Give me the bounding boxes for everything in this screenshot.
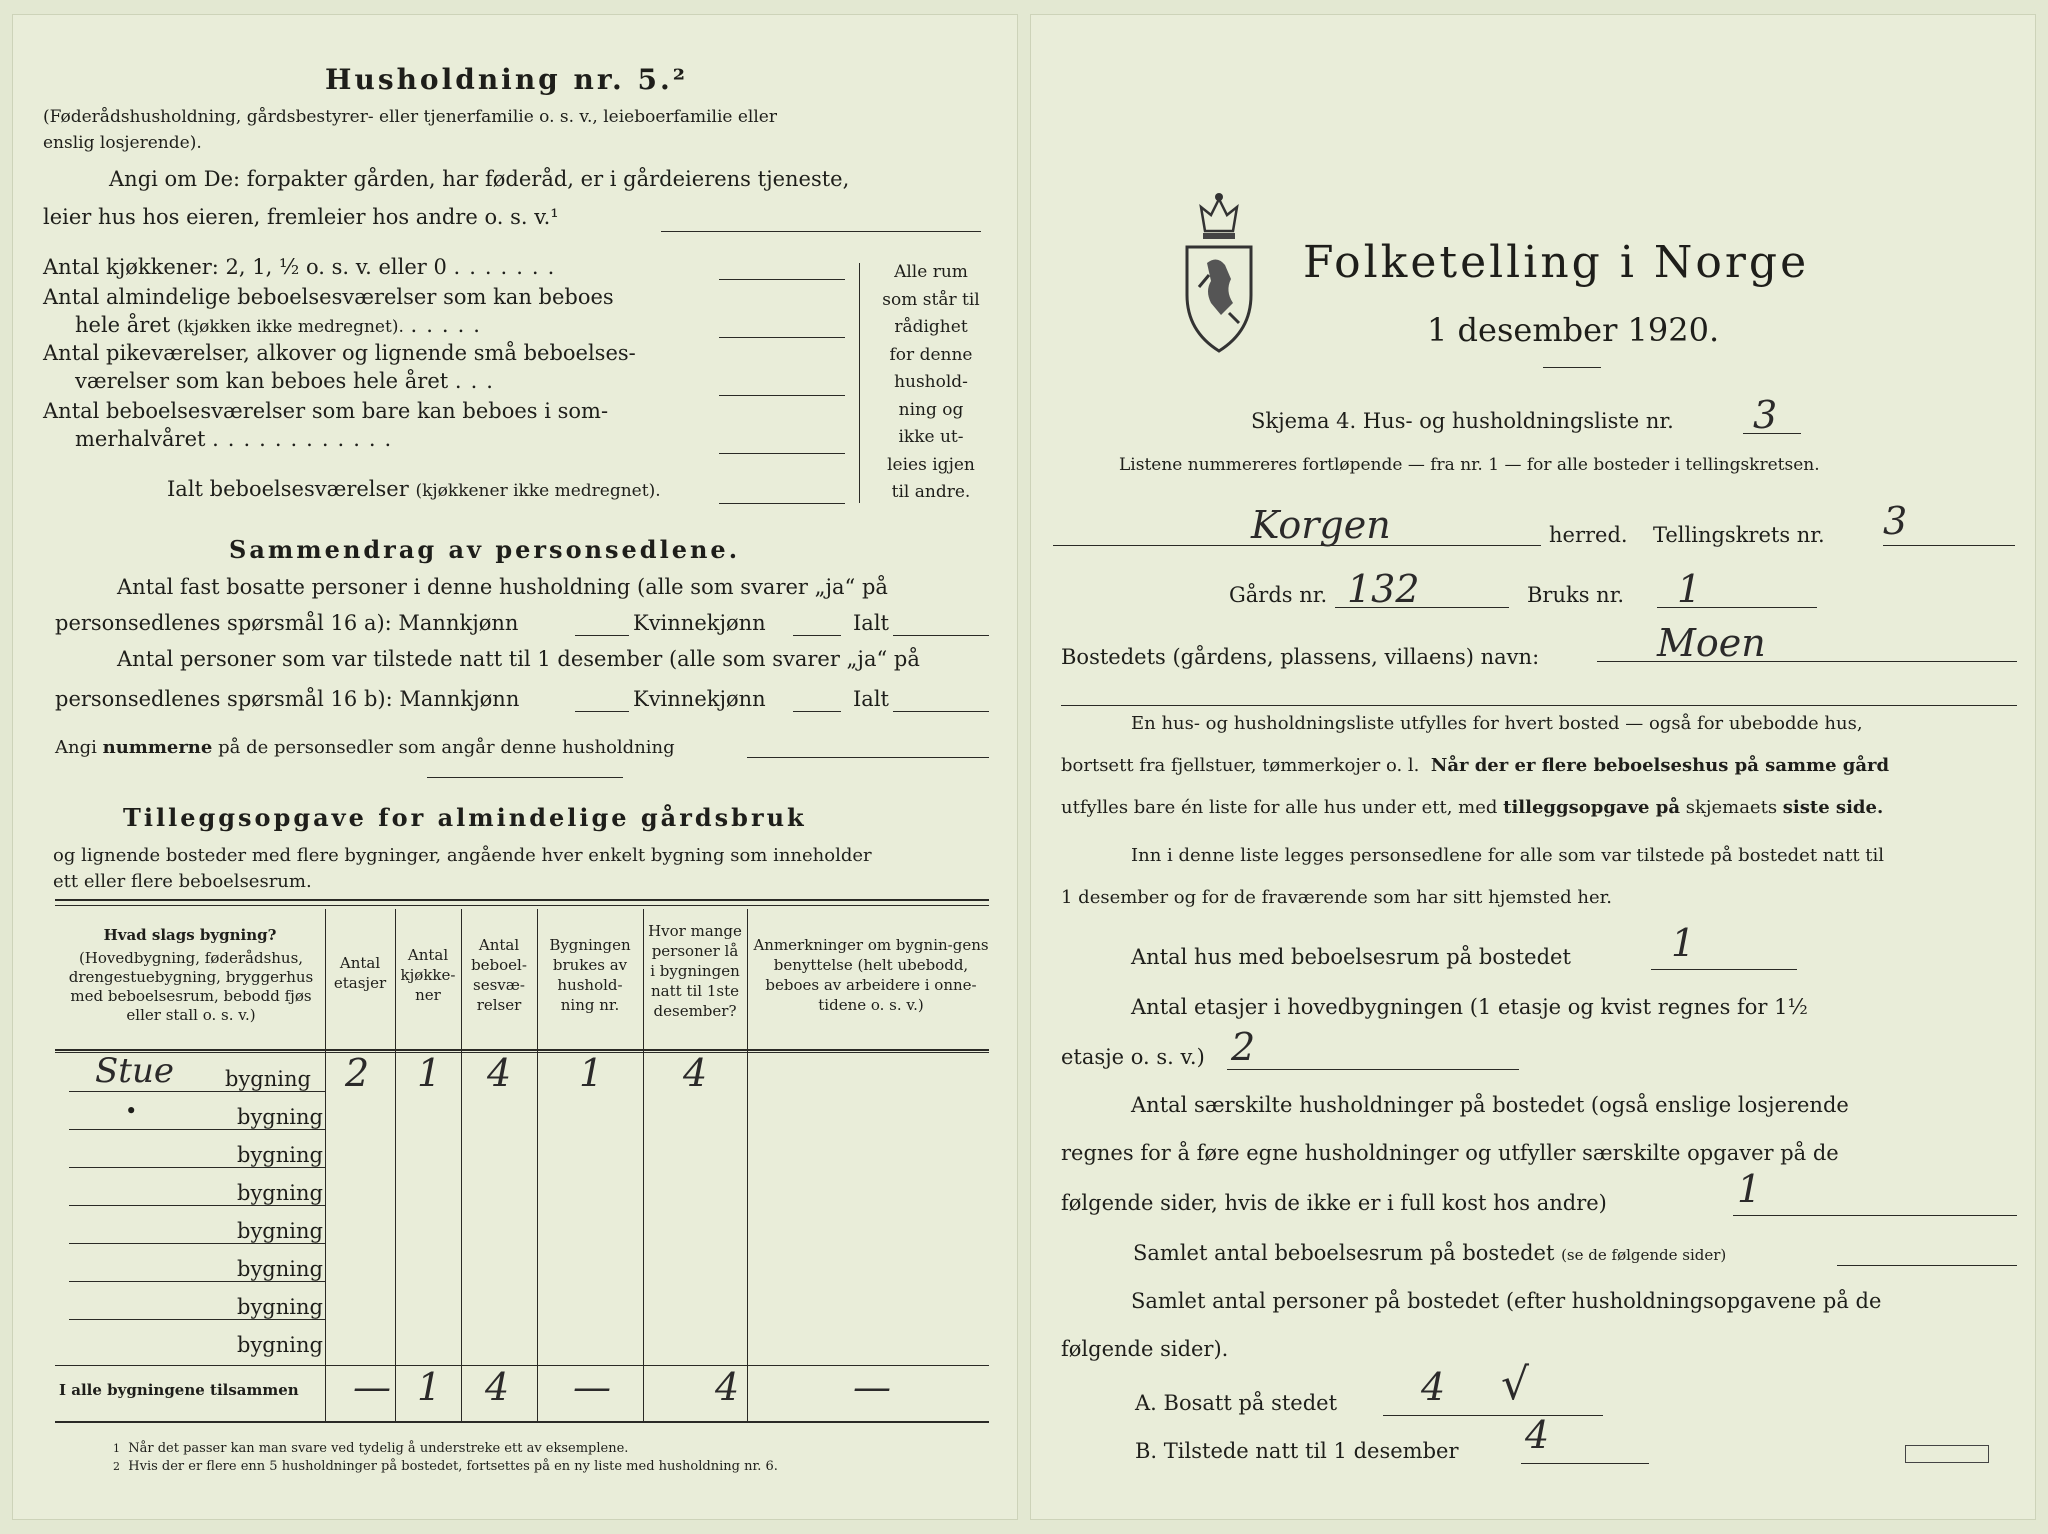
gards-value: 132 [1347, 567, 1420, 611]
row4-line [69, 1205, 325, 1206]
row4-label: bygning [237, 1181, 323, 1205]
p2-line-1: Inn i denne liste legges personsedlene for alle som var tilstede på bostedet natt til [1131, 845, 1885, 866]
row5-label: bygning [237, 1219, 323, 1243]
summary-line-1a: Antal fast bosatte personer i denne husholdning (alle som svarer „ja“ på [117, 575, 888, 599]
a-bosatt-line[interactable] [1383, 1415, 1603, 1416]
s2-ialt-answer[interactable] [893, 711, 989, 712]
col-divider-3 [461, 909, 462, 1421]
summary-title: Sammendrag av personsedlene. [229, 535, 741, 564]
row2-mark: • [125, 1099, 138, 1123]
summary-line-2b: personsedlenes spørsmål 16 b): Mannkjønn [55, 687, 520, 711]
kjokken-answer[interactable] [719, 279, 845, 280]
q-etasjer-line[interactable] [1227, 1069, 1519, 1070]
table-head-rule-2 [55, 1052, 989, 1053]
pike-answer[interactable] [719, 395, 845, 396]
row2-line [69, 1129, 325, 1130]
s1-ialt-label: Ialt [853, 611, 889, 635]
row2-label: bygning [237, 1105, 323, 1129]
s1-ialt-answer[interactable] [893, 635, 989, 636]
q-etasjer-value: 2 [1231, 1025, 1256, 1069]
q-som-1: Antal beboelsesværelser som bare kan beboes i som- [43, 399, 609, 423]
s2-kvinne-label: Kvinnekjønn [633, 687, 766, 711]
q-alm-2: hele året (kjøkken ikke medregnet). ..... [75, 313, 489, 337]
q-hush-value: 1 [1737, 1167, 1762, 1211]
row3-line [69, 1167, 325, 1168]
row1-kjokkener: 1 [417, 1051, 442, 1095]
q-hush-2: regnes for å føre egne husholdninger og utfyller særskilte opgaver på de [1061, 1141, 1839, 1165]
angi-line-2: leier hus hos eieren, fremleier hos andre o. s. v.¹ [43, 205, 559, 229]
row7-label: bygning [237, 1295, 323, 1319]
printer-stamp-icon [1905, 1445, 1989, 1463]
col-divider-4 [537, 909, 538, 1421]
herred-value: Korgen [1251, 503, 1391, 547]
q-hush-1: Antal særskilte husholdninger på bostedet (også enslige losjerende [1131, 1093, 1849, 1117]
s1-kvinne-answer[interactable] [793, 635, 841, 636]
col-head-etasjer: Antal etasjer [333, 954, 387, 992]
divider [427, 777, 623, 778]
nummerne-answer[interactable] [747, 757, 989, 758]
right-page [1030, 14, 2036, 1520]
q-ialt: Ialt beboelsesværelser (kjøkkener ikke medregnet). [167, 477, 661, 501]
col-divider-1 [325, 909, 326, 1421]
bostedets-line-2[interactable] [1061, 705, 2017, 706]
alm-answer[interactable] [719, 337, 845, 338]
intro-line-1: (Føderådshusholdning, gårdsbestyrer- eller tjenerfamilie o. s. v., leieboerfamilie eller [43, 107, 777, 127]
col-divider-5 [643, 909, 644, 1421]
a-bosatt-label: A. Bosatt på stedet [1135, 1391, 1338, 1415]
side-note: Alle rum som står til rådighet for denne hushold- ning og ikke ut- leies igjen til andre. [882, 262, 980, 502]
intro-line-2: enslig losjerende). [43, 133, 202, 153]
date-underline [1543, 367, 1601, 368]
col-head-kjokkener: Antal kjøkke-ner [400, 946, 456, 1004]
tillegg-title: Tilleggsopgave for almindelige gårdsbruk [123, 803, 807, 832]
left-page [12, 14, 1018, 1520]
q-pike-2: værelser som kan beboes hele året ... [75, 369, 502, 393]
table-top-rule [55, 899, 989, 901]
skjema-number-line[interactable] [1743, 433, 1801, 434]
summary-line-2a: Antal personer som var tilstede natt til 1 desember (alle som svarer „ja“ på [117, 647, 920, 671]
total-vaerelser: 4 [485, 1365, 510, 1409]
col-head-beboelsesvaerelser: Antal beboel-sesvæ-relser [471, 936, 527, 1014]
skjema-number: 3 [1753, 393, 1778, 437]
total-etasjer: — [353, 1365, 391, 1409]
q-hus-value: 1 [1671, 921, 1696, 965]
total-husholdning: — [573, 1365, 611, 1409]
row1-building-type: Stue [95, 1051, 174, 1091]
q-alm-1: Antal almindelige beboelsesværelser som kan beboes [43, 285, 614, 309]
row5-line [69, 1243, 325, 1244]
listene-note: Listene nummereres fortløpende — fra nr. 1 — for alle bosteder i tellingskretsen. [1119, 455, 1820, 475]
row7-line [69, 1319, 325, 1320]
total-anmerkninger: — [853, 1365, 891, 1409]
col-head-anmerkninger: Anmerkninger om bygnin-gens benyttelse (helt ubebodd, beboes av arbeidere i onne-tidene o. s. v.) [753, 936, 989, 1014]
tillegg-line-2: ett eller flere beboelsesrum. [53, 871, 312, 892]
row1-etasjer: 2 [345, 1051, 370, 1095]
q-hus: Antal hus med beboelsesrum på bostedet [1131, 945, 1571, 969]
table-top-rule-2 [55, 905, 989, 906]
q-samlet-pers-2: følgende sider). [1061, 1337, 1229, 1361]
b-tilstede-label: B. Tilstede natt til 1 desember [1135, 1439, 1459, 1463]
s2-kvinne-answer[interactable] [793, 711, 841, 712]
bostedets-value: Moen [1657, 621, 1766, 665]
gards-label: Gårds nr. [1229, 583, 1328, 607]
household-title: Husholdning nr. 5.² [325, 63, 689, 96]
col-divider-6 [747, 909, 748, 1421]
ialt-answer[interactable] [719, 503, 845, 504]
som-answer[interactable] [719, 453, 845, 454]
q-hush-line[interactable] [1733, 1215, 2017, 1216]
s1-mann-answer[interactable] [575, 635, 629, 636]
q-samlet-rum: Samlet antal beboelsesrum på bostedet (se de følgende sider) [1133, 1241, 1727, 1265]
tellingskrets-value: 3 [1883, 499, 1908, 543]
table-bottom-rule [55, 1421, 989, 1423]
row6-label: bygning [237, 1257, 323, 1281]
footnote-2: 2 Hvis der er flere enn 5 husholdninger på bostedet, fortsettes på en ny liste med husholdning nr. 6. [113, 1459, 778, 1474]
tellingskrets-label: Tellingskrets nr. [1653, 523, 1825, 547]
herred-line[interactable] [1053, 545, 1541, 546]
p1-line-3: utfylles bare én liste for alle hus under ett, med tilleggsopgave på skjemaets siste side. [1061, 797, 1884, 818]
row1-line [69, 1091, 325, 1092]
angi-line-1: Angi om De: forpakter gården, har føderåd, er i gårdeierens tjeneste, [109, 167, 850, 191]
table-head-rule [55, 1049, 989, 1051]
s2-ialt-label: Ialt [853, 687, 889, 711]
total-personer: 4 [715, 1365, 740, 1409]
row3-label: bygning [237, 1143, 323, 1167]
b-tilstede-value: 4 [1525, 1413, 1550, 1457]
col-head-bygning-sub: (Hovedbygning, føderådshus, drengestuebygning, bryggerhus med beboelsesrum, bebodd fjøs eller stall o. s. v.) [68, 949, 314, 1024]
census-title: Folketelling i Norge [1303, 237, 1810, 288]
total-kjokkener: 1 [417, 1365, 442, 1409]
angi-nummerne: Angi nummerne på de personsedler som angår denne husholdning [55, 737, 675, 758]
tellingskrets-line[interactable] [1883, 545, 2015, 546]
herred-label: herred. [1549, 523, 1628, 547]
p1-line-2: bortsett fra fjellstuer, tømmerkojer o. l. Når der er flere beboelseshus på samme gård [1061, 755, 1890, 776]
b-tilstede-line[interactable] [1521, 1463, 1649, 1464]
q-samlet-rum-line[interactable] [1837, 1265, 2017, 1266]
s2-mann-answer[interactable] [575, 711, 629, 712]
row1-personer: 4 [683, 1051, 708, 1095]
tillegg-line-1: og lignende bosteder med flere bygninger, angående hver enkelt bygning som inneholder [53, 845, 872, 866]
bostedets-line[interactable] [1597, 661, 2017, 662]
q-hush-3: følgende sider, hvis de ikke er i full kost hos andre) [1061, 1191, 1607, 1215]
row1-husholdning: 1 [579, 1051, 604, 1095]
a-bosatt-checkmark: √ [1501, 1359, 1530, 1410]
census-date: 1 desember 1920. [1427, 311, 1720, 349]
total-label: I alle bygningene tilsammen [59, 1381, 299, 1399]
gards-line[interactable] [1335, 607, 1509, 608]
row1-label: bygning [225, 1067, 311, 1091]
q-etasjer-1: Antal etasjer i hovedbygningen (1 etasje og kvist regnes for 1½ [1131, 995, 1808, 1019]
coat-of-arms-icon [1181, 191, 1257, 357]
p2-line-2: 1 desember og for de fraværende som har sitt hjemsted her. [1061, 887, 1612, 908]
bruks-label: Bruks nr. [1527, 583, 1625, 607]
q-kjokken: Antal kjøkkener: 2, 1, ½ o. s. v. eller 0 ....... [43, 255, 564, 279]
skjema-line: Skjema 4. Hus- og husholdningsliste nr. [1251, 409, 1674, 433]
s1-kvinne-label: Kvinnekjønn [633, 611, 766, 635]
row1-vaerelser: 4 [487, 1051, 512, 1095]
col-head-bygning: Hvad slags bygning? [103, 926, 277, 944]
col-divider-2 [395, 909, 396, 1421]
q-pike-1: Antal pikeværelser, alkover og lignende små beboelses- [43, 341, 636, 365]
table-total-rule [55, 1365, 989, 1366]
q-hus-line[interactable] [1651, 969, 1797, 970]
row8-label: bygning [237, 1333, 323, 1357]
bruks-line[interactable] [1657, 607, 1817, 608]
q-etasjer-2: etasje o. s. v.) [1061, 1045, 1205, 1069]
col-head-personer: Hvor mange personer lå i bygningen natt til 1ste desember? [648, 922, 742, 1020]
footnote-1: 1 Når det passer kan man svare ved tydelig å understreke ett av eksemplene. [113, 1441, 629, 1456]
a-bosatt-value: 4 [1421, 1365, 1446, 1409]
side-bracket [859, 263, 860, 503]
bruks-value: 1 [1677, 567, 1702, 611]
q-samlet-pers-1: Samlet antal personer på bostedet (efter husholdningsopgavene på de [1131, 1289, 1882, 1313]
col-head-brukes-av: Bygningen brukes av hushold-ning nr. [549, 936, 631, 1014]
angi-answer-line[interactable] [661, 231, 981, 232]
p1-line-1: En hus- og husholdningsliste utfylles for hvert bosted — også for ubebodde hus, [1131, 713, 1863, 734]
row6-line [69, 1281, 325, 1282]
summary-line-1b: personsedlenes spørsmål 16 a): Mannkjønn [55, 611, 519, 635]
bostedets-label: Bostedets (gårdens, plassens, villaens) navn: [1061, 645, 1540, 669]
q-som-2: merhalvåret ............ [75, 427, 401, 451]
